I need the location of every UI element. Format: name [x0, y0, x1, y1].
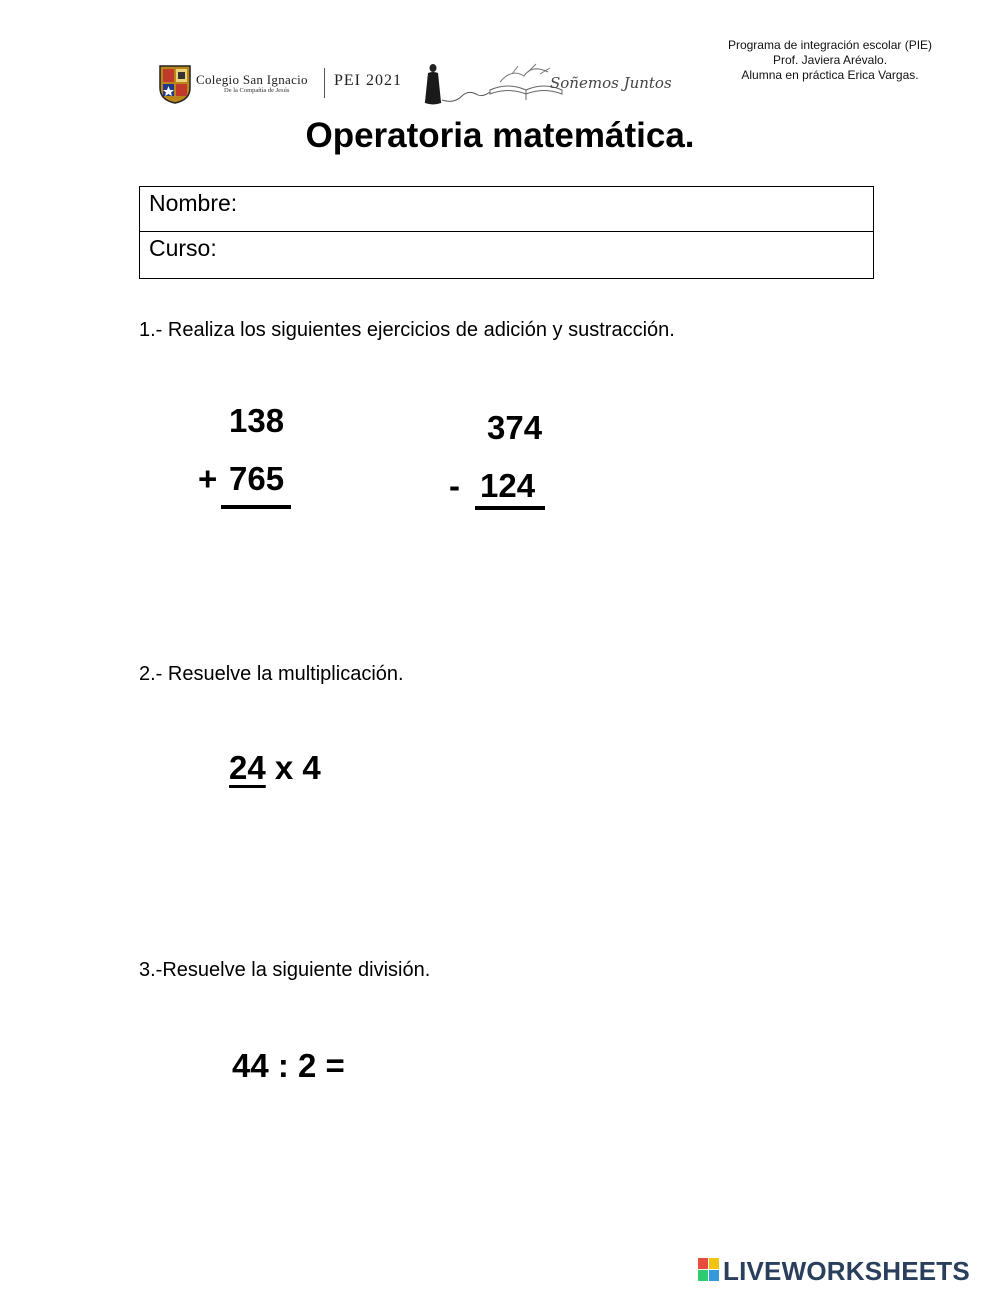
multiplier: 4: [302, 749, 321, 786]
multiplicand: 24: [229, 749, 266, 786]
program-line: Programa de integración escolar (PIE): [727, 38, 933, 52]
addition-bottom-number: 765: [229, 460, 285, 497]
logo-divider: [324, 68, 325, 98]
subtraction-result-line: [475, 506, 545, 510]
school-crest-icon: [158, 64, 192, 104]
section3-instruction: 3.-Resuelve la siguiente división.: [139, 959, 431, 981]
subtraction-bottom-number: 124: [480, 467, 536, 504]
school-subtitle: De la Compañía de Jesús: [224, 87, 290, 94]
section1-instruction: 1.- Realiza los siguientes ejercicios de adición y sustracción.: [139, 319, 675, 341]
liveworksheets-logo-icon: [698, 1258, 720, 1282]
school-logo-strip: [158, 60, 678, 110]
school-name: Colegio San Ignacio: [196, 72, 308, 87]
student-info-table: [139, 186, 874, 279]
intern-line: Alumna en práctica Erica Vargas.: [741, 68, 919, 82]
division-expression: 44 : 2 =: [232, 1047, 345, 1084]
name-label: Nombre:: [149, 190, 238, 216]
teacher-line: Prof. Javiera Arévalo.: [772, 53, 888, 67]
addition-top-number: 138: [229, 402, 285, 439]
multiplication-operator: x: [274, 749, 294, 786]
addition-operator: +: [198, 460, 218, 497]
pei-label: PEI 2021: [334, 72, 402, 89]
name-row[interactable]: [140, 187, 873, 232]
addition-result-line: [221, 505, 291, 509]
course-row[interactable]: [140, 232, 873, 278]
subtraction-top-number: 374: [487, 409, 543, 446]
subtraction-operator: -: [449, 467, 460, 504]
course-label: Curso:: [149, 235, 217, 261]
liveworksheets-text: LIVEWORKSHEETS: [723, 1256, 970, 1286]
multiplication-expression: [229, 749, 321, 787]
slogan: Soñemos Juntos: [550, 74, 672, 92]
section2-instruction: 2.- Resuelve la multiplicación.: [139, 663, 404, 685]
page-title: Operatoria matemática.: [305, 116, 695, 155]
header-info: [700, 38, 960, 83]
